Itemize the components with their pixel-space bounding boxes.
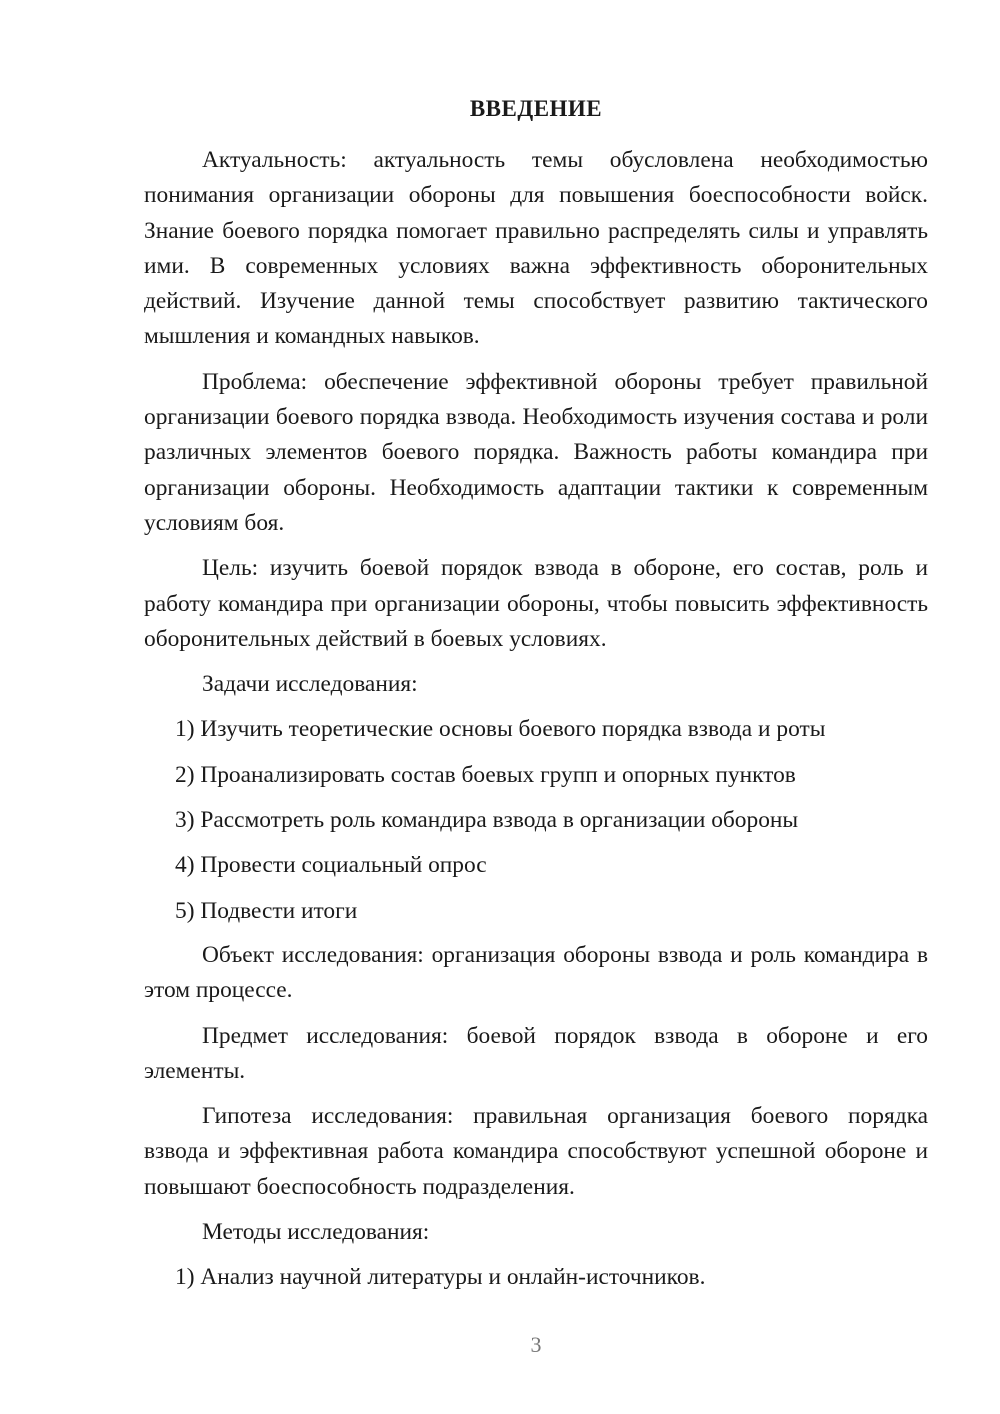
paragraph-relevance: Актуальность: актуальность темы обусловлена необходимостью понимания организации обороны для повышения боеспособности войск. Знание боевого порядка помогает правильно распределять силы и управлять ими. В современных условиях важна эффективность оборонительных действий. Изучение данной темы способствует развитию тактического мышления и командных навыков.	[144, 147, 928, 350]
body-text	[144, 143, 928, 1306]
list-item-task-5: 5) Подвести итоги	[175, 897, 358, 924]
list-item-task-2: 2) Проанализировать состав боевых групп и опорных пунктов	[175, 761, 796, 788]
list-item-task-3: 3) Рассмотреть роль командира взвода в организации обороны	[175, 807, 799, 834]
paragraph-object: Объект исследования: организация обороны взвода и роль командира в этом процессе.	[144, 941, 928, 1004]
list-item-task-4: 4) Провести социальный опрос	[175, 852, 487, 879]
tasks-label: Задачи исследования:	[202, 671, 418, 698]
paragraph-subject: Предмет исследования: боевой порядок взвода в обороне и его элементы.	[144, 1022, 928, 1084]
paragraph-problem: Проблема: обеспечение эффективной обороны требует правильной организации боевого порядка взвода. Необходимость изучения состава и роли различных элементов боевого порядка. Важность работы командира при организации обороны. Необходимость адаптации тактики к современным условиям боя.	[144, 368, 928, 536]
page-number: 3	[530, 1332, 542, 1357]
list-item-method-1: 1) Анализ научной литературы и онлайн-источников.	[175, 1264, 706, 1291]
list-item-task-1: 1) Изучить теоретические основы боевого порядка взвода и роты	[175, 716, 826, 743]
paragraph-hypothesis: Гипотеза исследования: правильная организация боевого порядка взвода и эффективная работа командира способствуют успешной обороне и повышают боеспособность подразделения.	[144, 1103, 928, 1200]
section-heading: ВВЕДЕНИЕ	[469, 96, 603, 121]
paragraph-goal: Цель: изучить боевой порядок взвода в обороне, его состав, роль и работу командира при организации обороны, чтобы повысить эффективность оборонительных действий в боевых условиях.	[144, 555, 928, 652]
methods-label: Методы исследования:	[202, 1219, 430, 1246]
